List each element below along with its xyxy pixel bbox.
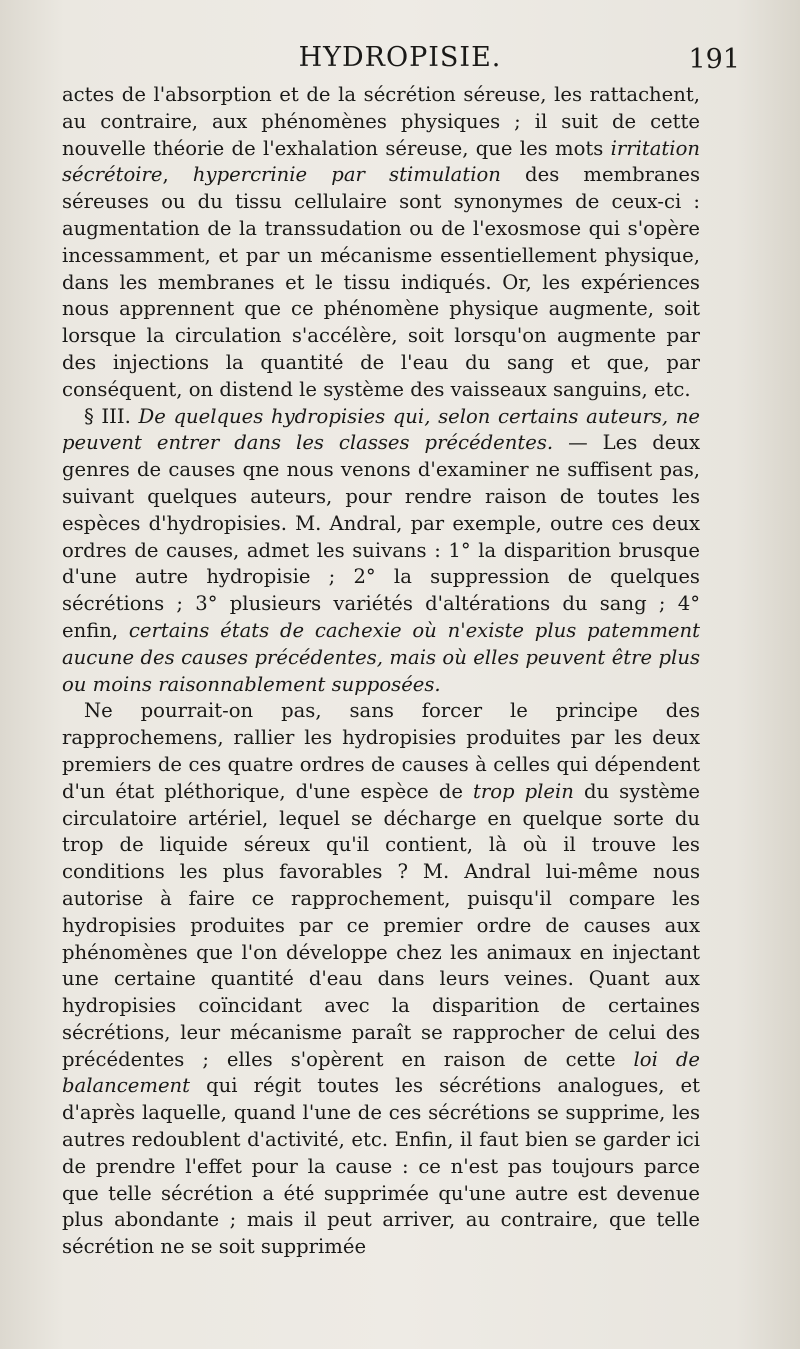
text-run: — Les deux genres de causes qne nous venons d'examiner ne suffisent pas, suivant quelques auteurs, pour rendre raison de toutes les espèces d'hydropisies. M. Andral, par exemple, outre ces deux ordres de causes, admet les suivans : 1° la disparition brusque d'une autre hydropisie ; 2° la suppression de quelques sécrétions ; 3° plusieurs variétés d'altérations du sang ; 4° enfin,	[62, 431, 701, 642]
text-run: § III.	[84, 404, 139, 428]
italic-text-run: irritation sécrétoire	[62, 136, 700, 187]
paragraph-rapprochemens	[62, 698, 700, 1261]
page-header	[60, 42, 740, 82]
italic-text-run: hypercrinie par stimulation	[192, 163, 501, 187]
text-run: du système circulatoire artériel, lequel se décharge en quelque sorte du trop de liquide séreux qu'il contient, là où il trouve les conditions les plus favorables ? M. Andral lui-même nous autorise à faire ce rapprochement, puisqu'il compare les hydropisies produites par ce premier ordre de causes aux phénomènes que l'on développe chez les animaux en injectant une certaine quantité d'eau dans leurs veines. Quant aux hydropisies coïncidant avec la disparition de certaines sécrétions, leur mécanisme paraît se rapprocher de celui des précédentes ; elles s'opèrent en raison de cette	[62, 779, 700, 1071]
text-run: ,	[162, 163, 193, 187]
italic-text-run: loi de balancement	[62, 1047, 700, 1098]
text-run: actes de l'absorption et de la sécrétion séreuse, les rattachent, au contraire, aux phénomènes physiques ; il suit de cette nouvelle théorie de l'exhalation séreuse, que les mots	[62, 83, 700, 160]
text-run: qui régit toutes les sécrétions analogues, et d'après laquelle, quand l'une de ces sécrétions se supprime, les autres redoublent d'activité, etc. Enfin, il faut bien se garder ici de prendre l'effet pour la cause : ce n'est pas toujours parce que telle sécrétion a été supprimée qu'une autre est devenue plus abondante ; mais il peut arriver, au contraire, que telle sécrétion ne se soit supprimée	[62, 1074, 700, 1259]
italic-text-run: De quelques hydropisies qui, selon certains auteurs, ne peuvent entrer dans les classes précédentes.	[62, 404, 701, 455]
italic-text-run: trop plein	[473, 779, 574, 803]
page-number: 191	[688, 44, 740, 75]
body-text	[62, 82, 700, 1261]
italic-text-run: certains états de cachexie où n'existe plus patemment aucune des causes précédentes, mais où elles peuvent être plus ou moins raisonnablement supposées.	[62, 618, 700, 696]
paragraph-absorption	[62, 82, 700, 404]
text-run: des membranes séreuses ou du tissu cellulaire sont synonymes de ceux-ci : augmentation de la transsudation ou de l'exosmose qui s'opère incessamment, et par un mécanisme essentiellement physique, dans les membranes et le tissu indiqués. Or, les expériences nous apprennent que ce phénomène physique augmente, soit lorsque la circulation s'accélère, soit lorsqu'on augmente par des injections la quantité de l'eau du sang et que, par conséquent, on distend le système des vaisseaux sanguins, etc.	[62, 163, 700, 401]
running-head: HYDROPISIE.	[298, 42, 502, 73]
paragraph-section-iii	[62, 404, 700, 699]
text-run: Ne pourrait-on pas, sans forcer le principe des rapprochemens, rallier les hydropisies produites par les deux premiers de ces quatre ordres de causes à celles qui dépendent d'un état pléthorique, d'une espèce de	[62, 699, 700, 803]
